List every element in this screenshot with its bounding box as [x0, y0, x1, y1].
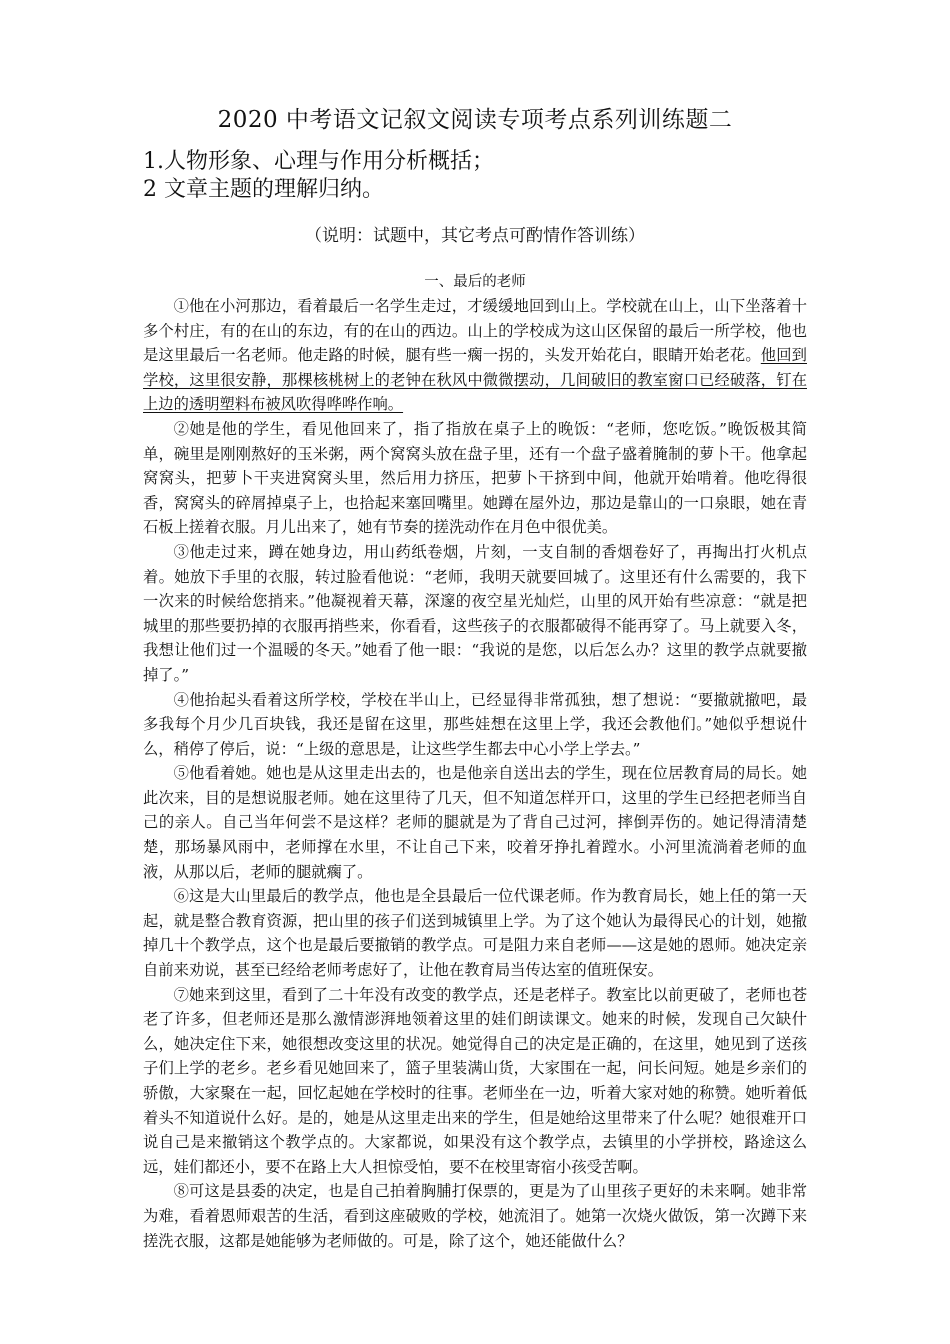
paragraph-3: ③他走过来，蹲在她身边，用山药纸卷烟，片刻，一支自制的香烟卷好了，再掏出打火机点着。她放下手里的衣服，转过脸看他说：“老师，我明天就要回城了。这里还有什么需要的，我下一次来的时候给您捎来。”他凝视着天幕，深邃的夜空星光灿烂，山里的风开始有些凉意：“就是把城里的那些要扔掉的衣服再捎些来，你看看，这些孩子的衣服都破得不能再穿了。马上就要入冬，我想让他们过一个温暖的冬天。”她看了他一眼：“我说的是您，以后怎么办？这里的教学点就要撤掉了。”	[143, 542, 807, 684]
paragraph-8: ⑧可这是县委的决定，也是自己拍着胸脯打保票的，更是为了山里孩子更好的未来啊。她非常为难，看着恩师艰苦的生活，看到这座破败的学校，她流泪了。她第一次烧火做饭，第一次蹲下来搓洗衣服，这都是她能够为老师做的。可是，除了这个，她还能做什么？	[143, 1182, 807, 1250]
exam-point-2: 2 文章主题的理解归纳。	[143, 177, 384, 202]
instruction-note: （说明：试题中，其它考点可酌情作答训练）	[305, 226, 645, 246]
article-body	[143, 294, 807, 1253]
paragraph-7: ⑦她来到这里，看到了二十年没有改变的教学点，还是老样子。教室比以前更破了，老师也苍老了许多，但老师还是那么激情澎湃地领着这里的娃们朗读课文。她来的时候，发现自己欠缺什么，她决定住下来，她很想改变这里的状况。她觉得自己的决定是正确的，在这里，她见到了送孩子们上学的老乡。老乡看见她回来了，篮子里装满山货，大家围在一起，问长问短。她是乡亲们的骄傲，大家聚在一起，回忆起她在学校时的往事。老师坐在一边，听着大家对她的称赞。她听着低着头不知道说什么好。是的，她是从这里走出来的学生，但是她给这里带来了什么呢？她很难开口说自己是来撤销这个教学点的。大家都说，如果没有这个教学点，去镇里的小学拼校，路途这么远，娃们都还小，要不在路上大人担惊受怕，要不在校里寄宿小孩受苦啊。	[143, 985, 807, 1176]
paragraph-2: ②她是他的学生，看见他回来了，指了指放在桌子上的晚饭：“老师，您吃饭。”晚饭极其简单，碗里是刚刚熬好的玉米粥，两个窝窝头放在盘子里，还有一个盘子盛着腌制的萝卜干。他拿起窝窝头，把萝卜干夹进窝窝头里，然后用力挤压，把萝卜干挤到中间，他就开始啃着。他吃得很香，窝窝头的碎屑掉桌子上，也拾起来塞回嘴里。她蹲在屋外边，那边是靠山的一口泉眼，她在青石板上搓着衣服。月儿出来了，她有节奏的搓洗动作在月色中很优美。	[143, 419, 807, 537]
paragraph-4: ④他抬起头看着这所学校，学校在半山上，已经显得非常孤独，想了想说：“要撤就撤吧，最多我每个月少几百块钱，我还是留在这里，那些娃想在这里上学，我还会教他们。”她似乎想说什么，稍停了停后，说：“上级的意思是，让这些学生都去中心小学上学去。”	[143, 690, 807, 758]
paragraph-5: ⑤他看着她。她也是从这里走出去的，也是他亲自送出去的学生，现在位居教育局的局长。她此次来，目的是想说服老师。她在这里待了几天，但不知道怎样开口，这里的学生已经把老师当自己的亲人。自己当年何尝不是这样？老师的腿就是为了背自己过河，摔倒弄伤的。她记得清清楚楚，那场暴风雨中，老师撑在水里，不让自己下来，咬着牙挣扎着蹚水。小河里流淌着老师的血液，从那以后，老师的腿就瘸了。	[143, 764, 807, 881]
document-title: 2020 中考语文记叙文阅读专项考点系列训练题二	[217, 107, 733, 133]
exam-point-1: 1.人物形象、心理与作用分析概括；	[143, 149, 494, 174]
article-title: 一、最后的老师	[424, 274, 526, 290]
paragraph-1-underlined-sentence: 他回到学校，这里很安静，那棵核桃树上的老钟在秋风中微微摆动，几间破旧的教室窗口已经破落，钉在上边的透明塑料布被风吹得哗哗作响。	[143, 346, 807, 414]
paragraph-1	[143, 294, 807, 417]
paragraph-6: ⑥这是大山里最后的教学点，他也是全县最后一位代课老师。作为教育局长，她上任的第一天起，就是整合教育资源，把山里的孩子们送到城镇里上学。为了这个她认为最得民心的计划，她撤掉几十个教学点，这个也是最后要撤销的教学点。可是阻力来自老师——这是她的恩师。她决定亲自前来劝说，甚至已经给老师考虑好了，让他在教育局当传达室的值班保安。	[143, 887, 807, 980]
paragraph-1-text: ①他在小河那边，看着最后一名学生走过，才缓缓地回到山上。学校就在山上，山下坐落着十多个村庄，有的在山的东边，有的在山的西边。山上的学校成为这山区保留的最后一所学校，他也是这里最后一名老师。他走路的时候，腿有些一瘸一拐的，头发开始花白，眼睛开始老花。	[143, 297, 807, 365]
exam-points	[143, 148, 823, 204]
